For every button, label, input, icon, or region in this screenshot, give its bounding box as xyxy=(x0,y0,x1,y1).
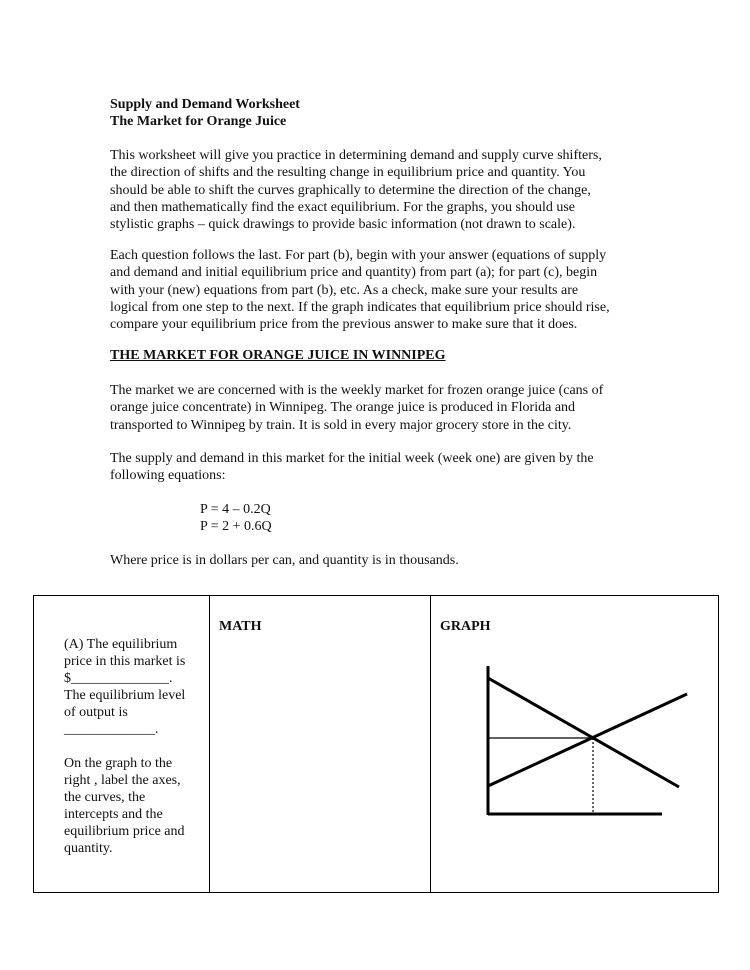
units-note: Where price is in dollars per can, and quantity is in thousands. xyxy=(110,553,459,568)
equations-block xyxy=(200,501,272,535)
question-line: The equilibrium level xyxy=(64,688,186,703)
question-table xyxy=(33,595,719,893)
question-line: (A) The equilibrium xyxy=(64,637,178,652)
demand-equation: P = 4 – 0.2Q xyxy=(200,502,271,517)
instructions-line: and demand and initial equilibrium price and quantity) from part (a); for part (c), begin xyxy=(110,265,598,281)
instructions-line: with your (new) equations from part (b), etc. As a check, make sure your results are xyxy=(110,282,579,298)
demand-curve xyxy=(488,678,679,787)
price-answer-blank: $______________. xyxy=(64,671,173,686)
question-cell xyxy=(34,596,210,893)
spacer-line xyxy=(64,738,209,755)
table-row xyxy=(34,596,719,893)
question-line: right , label the axes, xyxy=(64,773,181,788)
question-line: quantity. xyxy=(64,841,113,856)
output-answer-blank: _____________. xyxy=(64,722,159,737)
section-heading: THE MARKET FOR ORANGE JUICE IN WINNIPEG xyxy=(110,348,446,363)
equations-intro xyxy=(110,450,650,485)
graph-cell xyxy=(431,596,719,893)
supply-demand-graph xyxy=(479,656,699,821)
supply-curve xyxy=(488,694,687,786)
intro-line: should be able to shift the curves graphically to determine the direction of the change, xyxy=(110,182,591,198)
question-line: intercepts and the xyxy=(64,807,163,822)
equations-intro-line: following equations: xyxy=(110,468,226,484)
question-line: of output is xyxy=(64,705,128,720)
title-line-2: The Market for Orange Juice xyxy=(110,114,287,129)
worksheet-title xyxy=(110,96,300,130)
equations-intro-line: The supply and demand in this market for the initial week (week one) are given by the xyxy=(110,451,594,466)
market-line: The market we are concerned with is the weekly market for frozen orange juice (cans of xyxy=(110,383,604,398)
title-line-1: Supply and Demand Worksheet xyxy=(110,97,300,112)
supply-equation: P = 2 + 0.6Q xyxy=(200,519,272,534)
intro-line: and then mathematically find the exact equilibrium. For the graphs, you should use xyxy=(110,199,576,215)
intro-line: the direction of shifts and the resulting change in equilibrium price and quantity. You xyxy=(110,165,586,181)
intro-line: stylistic graphs – quick drawings to provide basic information (not drawn to scale). xyxy=(110,217,576,233)
instructions-line: Each question follows the last. For part (b), begin with your answer (equations of supply xyxy=(110,248,607,263)
question-line: On the graph to the xyxy=(64,756,173,771)
intro-paragraph xyxy=(110,147,650,233)
graph-header: GRAPH xyxy=(440,619,491,634)
instructions-paragraph xyxy=(110,247,650,333)
market-line: orange juice concentrate) in Winnipeg. The orange juice is produced in Florida and xyxy=(110,400,576,416)
intro-line: This worksheet will give you practice in determining demand and supply curve shifters, xyxy=(110,148,602,163)
market-line: transported to Winnipeg by train. It is sold in every major grocery store in the city. xyxy=(110,417,572,433)
question-line: equilibrium price and xyxy=(64,824,185,839)
question-line: the curves, the xyxy=(64,790,146,805)
instructions-line: compare your equilibrium price from the previous answer to make sure that it does. xyxy=(110,317,578,333)
math-header: MATH xyxy=(219,619,262,634)
question-line: price in this market is xyxy=(64,654,186,669)
market-description xyxy=(110,382,650,434)
math-cell xyxy=(210,596,431,893)
instructions-line: logical from one step to the next. If the graph indicates that equilibrium price should rise, xyxy=(110,299,610,315)
units-note-block xyxy=(110,552,650,569)
